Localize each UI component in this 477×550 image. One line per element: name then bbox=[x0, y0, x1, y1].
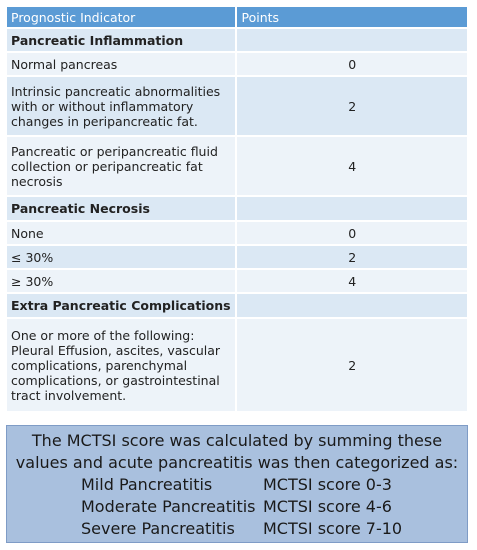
indicator-cell: None bbox=[6, 221, 236, 245]
table-row bbox=[6, 76, 468, 136]
table-row bbox=[6, 52, 468, 76]
section-label: Extra Pancreatic Complications bbox=[6, 293, 236, 318]
summary-line-2: values and acute pancreatitis was then categorized as: bbox=[15, 453, 459, 472]
points-cell: 0 bbox=[236, 52, 468, 76]
category-name-moderate: Moderate Pancreatitis bbox=[81, 497, 256, 516]
header-indicator: Prognostic Indicator bbox=[6, 6, 236, 28]
points-cell bbox=[236, 293, 468, 318]
points-cell: 2 bbox=[236, 318, 468, 412]
table-row bbox=[6, 269, 468, 293]
section-label: Pancreatic Inflammation bbox=[6, 28, 236, 52]
category-name-severe: Severe Pancreatitis bbox=[81, 519, 235, 538]
category-score-mild: MCTSI score 0-3 bbox=[263, 475, 392, 494]
points-cell: 4 bbox=[236, 136, 468, 196]
section-row bbox=[6, 293, 468, 318]
indicator-cell: Intrinsic pancreatic abnormalities with or without inflammatory changes in peripancreatic fat. bbox=[6, 76, 236, 136]
points-cell: 2 bbox=[236, 245, 468, 269]
header-points: Points bbox=[236, 6, 468, 28]
indicator-cell: Pancreatic or peripancreatic fluid collection or peripancreatic fat necrosis bbox=[6, 136, 236, 196]
category-name-mild: Mild Pancreatitis bbox=[81, 475, 213, 494]
section-row bbox=[6, 28, 468, 52]
table-row bbox=[6, 221, 468, 245]
section-label: Pancreatic Necrosis bbox=[6, 196, 236, 221]
section-row bbox=[6, 196, 468, 221]
points-cell bbox=[236, 28, 468, 52]
category-score-severe: MCTSI score 7-10 bbox=[263, 519, 403, 538]
points-cell: 0 bbox=[236, 221, 468, 245]
indicator-cell: Normal pancreas bbox=[6, 52, 236, 76]
points-cell: 4 bbox=[236, 269, 468, 293]
indicator-cell: ≤ 30% bbox=[6, 245, 236, 269]
indicator-cell: One or more of the following: Pleural Effusion, ascites, vascular complications, parenchymal complications, or gastrointestinal tract involvement. bbox=[6, 318, 236, 412]
summary-box bbox=[6, 425, 468, 543]
category-score-moderate: MCTSI score 4-6 bbox=[263, 497, 392, 516]
points-cell: 2 bbox=[236, 76, 468, 136]
table-header-row bbox=[6, 6, 468, 28]
summary-line-1: The MCTSI score was calculated by summing these bbox=[31, 431, 443, 450]
table-row bbox=[6, 318, 468, 412]
points-cell bbox=[236, 196, 468, 221]
mctsi-table bbox=[6, 6, 468, 412]
table-row bbox=[6, 136, 468, 196]
table-row bbox=[6, 245, 468, 269]
indicator-cell: ≥ 30% bbox=[6, 269, 236, 293]
